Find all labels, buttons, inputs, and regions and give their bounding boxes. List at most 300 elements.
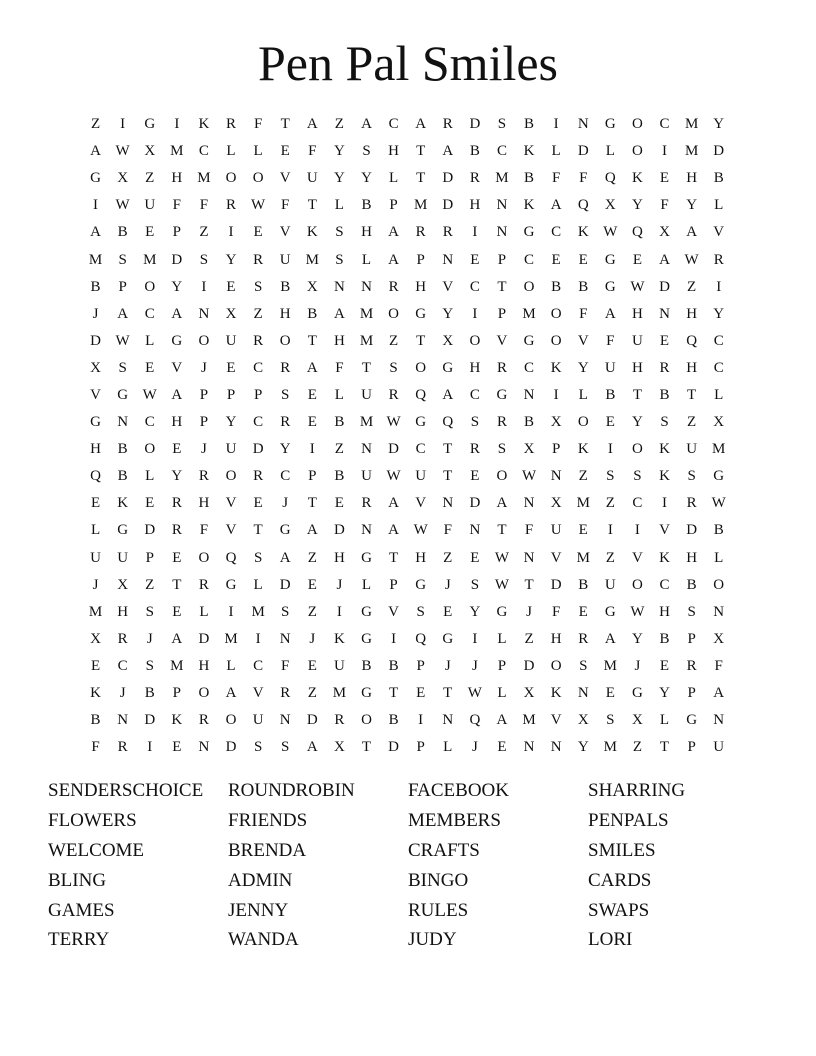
grid-letter: X [713,630,725,647]
grid-letter: O [388,305,399,322]
grid-letter: E [90,657,101,674]
grid-letter: D [225,739,237,756]
grid-letter: S [687,603,696,620]
grid-letter: X [90,359,101,376]
grid-letter: L [253,143,263,160]
grid-letter: G [523,332,535,349]
grid-letter: M [332,685,347,702]
grid-letter: E [605,414,615,431]
grid-letter: T [416,170,426,187]
grid-letter: E [578,522,588,539]
grid-letter: Z [605,549,615,566]
grid-letter: Y [632,414,643,431]
grid-letter: A [388,224,399,241]
grid-letter: O [361,712,372,729]
grid-letter: E [145,495,155,512]
grid-letter: M [603,657,617,674]
grid-letter: Z [605,495,615,512]
grid-letter: O [632,143,643,160]
page-title: Pen Pal Smiles [257,35,559,91]
grid-letter: L [334,197,344,214]
word-list-item: SWAPS [588,899,650,921]
word-list-item: TERRY [48,929,110,951]
grid-letter: M [712,441,726,458]
grid-letter: R [280,359,291,376]
grid-letter: B [90,278,101,295]
grid-letter: H [659,603,670,620]
grid-letter: E [659,170,670,187]
grid-letter: K [632,170,643,187]
grid-letter: H [469,197,481,214]
grid-letter: M [170,143,184,160]
grid-letter: C [496,143,507,160]
grid-letter: R [388,278,399,295]
grid-letter: I [472,224,478,241]
grid-letter: A [225,685,237,702]
grid-letter: X [442,332,454,349]
grid-letter: A [550,197,562,214]
grid-letter: L [497,685,507,702]
grid-letter: V [171,359,183,376]
word-list-item: ADMIN [228,869,293,891]
grid-letter: N [361,441,372,458]
grid-letter: B [551,278,562,295]
grid-letter: R [713,251,724,268]
grid-letter: T [497,522,507,539]
grid-letter: O [496,468,508,485]
grid-letter: Y [225,251,237,268]
grid-letter: B [334,414,345,431]
grid-letter: A [496,495,508,512]
grid-letter: D [388,441,399,458]
grid-letter: N [442,712,454,729]
grid-letter: E [470,251,480,268]
grid-letter: E [443,603,453,620]
grid-letter: O [252,170,264,187]
grid-letter: B [361,657,372,674]
grid-letter: E [659,657,670,674]
grid-letter: P [497,657,507,674]
grid-letter: R [496,414,507,431]
word-list-item: CRAFTS [408,839,480,861]
grid-letter: R [578,630,589,647]
grid-letter: K [198,116,210,133]
grid-letter: T [659,739,670,756]
grid-letter: N [577,116,589,133]
grid-letter: P [308,468,317,485]
grid-letter: M [224,630,238,647]
grid-letter: I [228,603,234,620]
grid-letter: O [144,441,156,458]
grid-letter: Q [686,332,698,349]
grid-letter: W [386,414,401,431]
grid-letter: K [171,712,183,729]
grid-letter: E [307,386,317,403]
grid-letter: S [118,251,127,268]
grid-letter: S [145,603,154,620]
grid-letter: P [551,441,561,458]
grid-letter: D [442,170,454,187]
grid-letter: G [604,278,616,295]
grid-letter: A [496,712,508,729]
grid-letter: C [524,251,535,268]
grid-letter: N [279,630,291,647]
grid-letter: M [359,414,374,431]
grid-letter: O [523,278,535,295]
grid-letter: D [523,657,535,674]
grid-letter: D [171,251,183,268]
grid-letter: H [333,332,345,349]
grid-letter: A [306,739,318,756]
grid-letter: L [226,143,236,160]
grid-letter: Z [307,685,317,702]
grid-letter: N [659,305,670,322]
grid-letter: R [496,359,507,376]
grid-letter: A [388,495,399,512]
grid-letter: N [361,522,372,539]
grid-letter: P [199,386,209,403]
grid-letter: Z [443,549,453,566]
grid-letter: G [604,603,616,620]
word-list-item: BLING [48,869,107,891]
grid-letter: S [470,414,480,431]
grid-letter: F [281,197,290,214]
grid-letter: N [442,251,454,268]
grid-letter: K [117,495,129,512]
grid-letter: R [117,630,128,647]
grid-letter: H [686,549,698,566]
grid-letter: A [171,630,183,647]
word-list-item: JENNY [228,899,289,921]
grid-letter: D [306,712,318,729]
grid-letter: Y [713,116,725,133]
grid-letter: W [603,224,618,241]
grid-letter: N [523,386,535,403]
grid-letter: C [524,359,535,376]
grid-letter: I [607,441,613,458]
grid-letter: H [632,305,643,322]
word-list-item: RULES [408,899,469,921]
grid-letter: O [198,332,210,349]
grid-letter: H [279,305,291,322]
grid-letter: E [497,739,507,756]
grid-letter: N [361,278,372,295]
grid-letter: X [550,495,562,512]
grid-letter: G [496,386,508,403]
grid-letter: J [92,305,99,322]
grid-letter: O [577,414,589,431]
grid-letter: V [442,278,454,295]
grid-letter: T [361,739,372,756]
grid-letter: N [279,712,291,729]
grid-letter: Y [442,305,454,322]
grid-letter: C [713,359,724,376]
grid-letter: U [415,468,427,485]
grid-letter: N [550,468,562,485]
grid-letter: X [523,685,535,702]
grid-letter: G [713,468,725,485]
grid-letter: W [494,576,510,593]
grid-letter: N [577,685,589,702]
grid-letter: U [361,386,372,403]
grid-letter: F [579,170,588,187]
grid-letter: L [253,576,263,593]
grid-letter: H [632,359,643,376]
grid-letter: I [553,386,559,403]
grid-letter: M [359,332,374,349]
grid-letter: J [471,657,478,674]
grid-letter: T [388,549,399,566]
grid-letter: M [305,251,319,268]
grid-letter: X [523,441,535,458]
grid-letter: E [605,685,615,702]
grid-letter: K [90,685,101,702]
grid-letter: O [550,305,562,322]
grid-letter: W [684,251,699,268]
grid-letter: I [336,603,342,620]
grid-letter: W [115,143,130,160]
grid-letter: D [550,576,562,593]
grid-letter: Z [334,116,344,133]
grid-letter: M [359,305,374,322]
grid-letter: T [307,332,317,349]
grid-letter: G [279,522,291,539]
grid-letter: W [630,603,645,620]
grid-letter: D [469,495,481,512]
grid-letter: V [90,386,101,403]
grid-letter: X [632,712,643,729]
grid-letter: L [714,197,724,214]
grid-letter: T [361,359,372,376]
word-list-item: FLOWERS [48,809,137,831]
grid-letter: U [604,576,616,593]
grid-letter: Q [577,197,589,214]
grid-letter: X [577,712,589,729]
grid-letter: Z [524,630,534,647]
grid-letter: U [361,468,372,485]
grid-letter: E [253,495,263,512]
grid-letter: C [198,143,209,160]
grid-letter: P [416,251,425,268]
grid-letter: S [606,468,615,485]
grid-letter: J [634,657,641,674]
grid-letter: F [172,197,181,214]
grid-letter: B [280,278,291,295]
grid-letter: V [659,522,670,539]
grid-letter: T [416,332,426,349]
grid-letter: G [225,576,237,593]
grid-letter: E [551,251,561,268]
grid-letter: Z [253,305,263,322]
grid-letter: D [442,197,454,214]
grid-letter: B [713,522,724,539]
grid-letter: F [308,143,317,160]
grid-letter: G [144,116,156,133]
grid-letter: J [336,576,343,593]
grid-letter: K [577,224,589,241]
grid-letter: Y [333,170,345,187]
grid-letter: E [172,549,182,566]
grid-letter: C [659,116,670,133]
grid-letter: Y [171,278,183,295]
grid-letter: W [521,468,537,485]
grid-letter: R [117,739,128,756]
grid-letter: J [444,576,451,593]
grid-letter: S [606,712,615,729]
grid-letter: P [226,386,236,403]
grid-letter: V [279,170,291,187]
grid-letter: J [201,441,207,458]
grid-letter: Q [442,414,454,431]
grid-letter: G [90,414,101,431]
grid-letter: W [711,495,726,512]
grid-letter: R [198,468,209,485]
grid-letter: D [388,739,399,756]
grid-letter: I [607,522,613,539]
grid-letter: B [117,224,128,241]
grid-letter: G [415,414,427,431]
grid-letter: I [147,739,153,756]
grid-letter: A [306,359,318,376]
grid-letter: V [225,522,237,539]
grid-letter: M [88,603,103,620]
grid-letter: Y [632,630,643,647]
grid-letter: S [118,359,127,376]
grid-letter: S [389,359,398,376]
grid-letter: K [550,359,562,376]
grid-letter: V [415,495,427,512]
grid-letter: O [144,278,156,295]
grid-letter: F [91,739,100,756]
grid-letter: T [687,386,697,403]
grid-letter: F [281,657,290,674]
grid-letter: Z [632,739,642,756]
grid-letter: Z [307,549,317,566]
grid-letter: K [659,441,670,458]
grid-letter: E [253,224,263,241]
grid-letter: P [389,576,398,593]
grid-letter: T [280,116,290,133]
word-list-item: ROUNDROBIN [228,780,355,801]
grid-letter: G [361,549,372,566]
grid-letter: I [418,712,424,729]
grid-letter: O [713,576,725,593]
grid-letter: I [472,630,478,647]
grid-letter: B [578,576,589,593]
grid-letter: W [142,386,157,403]
grid-letter: U [144,197,156,214]
grid-letter: F [443,522,452,539]
word-list-item: BRENDA [228,839,307,861]
grid-letter: B [388,712,399,729]
grid-letter: G [171,332,183,349]
grid-letter: R [226,197,237,214]
grid-letter: O [632,576,643,593]
grid-letter: X [659,224,670,241]
grid-letter: I [662,495,668,512]
grid-letter: G [415,305,427,322]
grid-letter: L [551,143,561,160]
grid-letter: F [199,522,209,539]
grid-letter: B [469,143,480,160]
grid-letter: V [577,332,589,349]
grid-letter: L [605,143,615,160]
grid-letter: M [143,251,157,268]
grid-letter: M [197,170,211,187]
grid-letter: L [659,712,670,729]
grid-letter: B [117,441,128,458]
grid-letter: G [523,224,535,241]
grid-letter: R [469,170,480,187]
grid-letter: C [388,116,399,133]
grid-letter: D [198,630,210,647]
grid-letter: H [388,143,399,160]
grid-letter: T [388,685,399,702]
grid-letter: O [198,549,210,566]
grid-letter: G [442,359,454,376]
grid-letter: S [470,576,480,593]
grid-letter: R [198,712,209,729]
grid-letter: G [117,386,129,403]
grid-letter: O [632,116,643,133]
grid-letter: A [604,630,616,647]
grid-letter: F [551,603,561,620]
grid-letter: O [198,685,210,702]
grid-letter: A [659,251,670,268]
word-list-item: WELCOME [48,839,145,861]
grid-letter: Q [604,170,616,187]
word-list-item: FRIENDS [228,809,308,831]
grid-letter: B [361,197,372,214]
grid-letter: F [199,197,209,214]
grid-letter: H [686,305,698,322]
grid-letter: V [713,224,725,241]
grid-letter: U [306,170,318,187]
grid-letter: O [550,332,562,349]
grid-letter: E [470,468,480,485]
grid-letter: B [334,468,345,485]
grid-letter: R [442,224,453,241]
grid-letter: E [172,603,182,620]
grid-letter: G [686,712,698,729]
grid-letter: U [225,332,237,349]
grid-letter: Y [279,441,291,458]
grid-letter: X [306,278,318,295]
grid-letter: Y [577,739,589,756]
grid-letter: B [659,630,670,647]
grid-letter: S [579,657,588,674]
grid-letter: R [253,468,264,485]
grid-letter: P [416,657,425,674]
grid-letter: J [92,576,99,593]
grid-letter: A [306,116,318,133]
grid-letter: C [713,332,724,349]
grid-letter: S [497,116,507,133]
grid-letter: D [659,278,670,295]
grid-letter: S [633,468,642,485]
grid-letter: A [388,251,399,268]
grid-letter: C [253,657,264,674]
grid-letter: C [280,468,291,485]
grid-letter: V [632,549,643,566]
grid-letter: Y [225,414,237,431]
word-list-item: GAMES [48,899,115,921]
grid-letter: H [415,549,427,566]
grid-letter: D [686,522,698,539]
grid-letter: P [497,251,507,268]
word-list-item: PENPALS [588,809,669,831]
grid-letter: N [523,549,535,566]
